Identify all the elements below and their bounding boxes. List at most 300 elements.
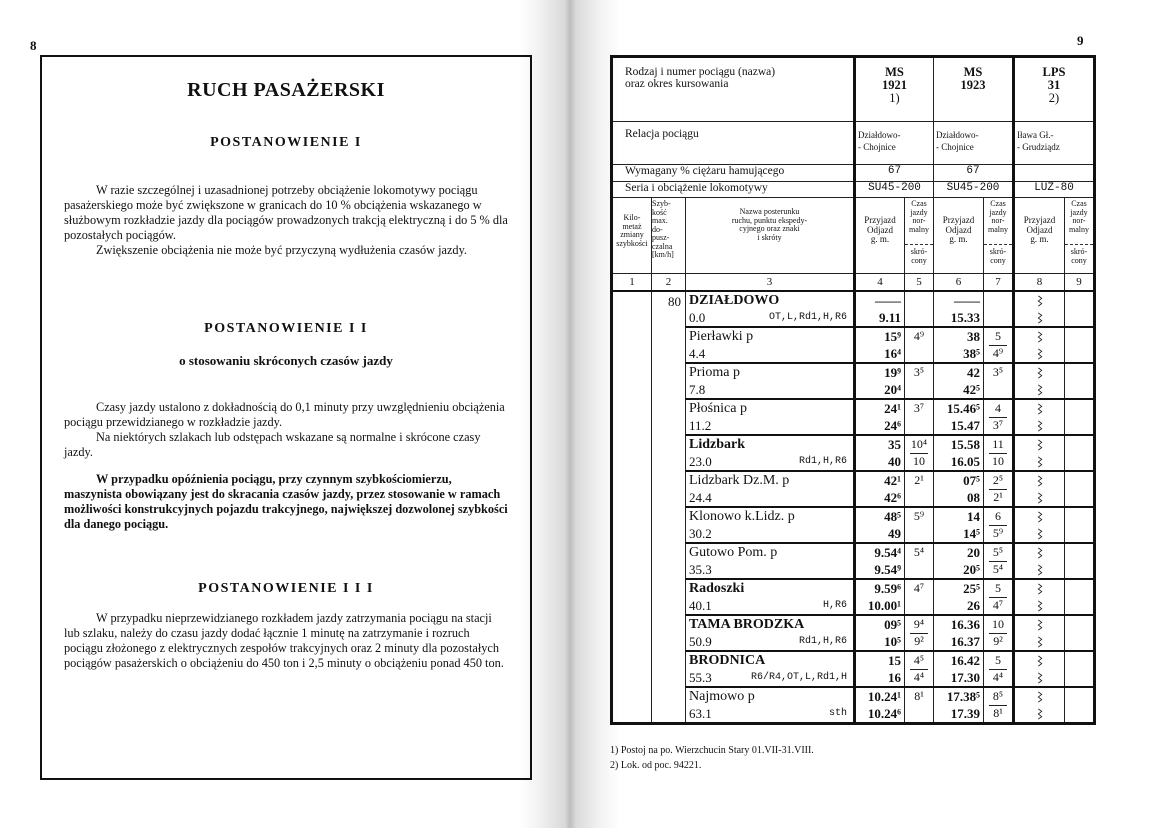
- train-3-relation: Iława Gł.- - Grudziądz: [1014, 122, 1095, 165]
- runtime-pair: [905, 616, 933, 650]
- arrival-time: 14: [967, 508, 980, 524]
- arrival-time: 48⁵: [884, 508, 901, 524]
- speed-value: 80: [668, 293, 681, 309]
- train-2-time-cell: [934, 363, 984, 399]
- zigzag-icon: [1015, 688, 1064, 703]
- station-km: 11.2: [689, 417, 712, 433]
- departure-time: 49: [888, 525, 901, 541]
- station-name: Gutowo Pom. p: [689, 544, 778, 560]
- runtime-short: [908, 345, 930, 362]
- runtime-normal: 10: [989, 616, 1007, 634]
- station-codes: OT,L,Rd1,H,R6: [768, 311, 847, 323]
- station-cell: [686, 399, 855, 435]
- station-cell: [686, 651, 855, 687]
- runtime-short: 4⁹: [992, 345, 1004, 360]
- station-cell-inner: [686, 580, 853, 614]
- zigzag-icon: [1015, 544, 1064, 559]
- runtime-pair: [905, 544, 933, 578]
- runtime-normal: 4⁹: [913, 328, 925, 343]
- station-cell: [686, 291, 855, 327]
- train-3-time-cell: [1014, 687, 1065, 724]
- paragraph: Czasy jazdy ustalono z dokładnością do 0,1 minuty przy uwzględnieniu obciążenia pociągu przewidzianego w rozkładzie jazdy.: [64, 400, 505, 429]
- train-number: 1923: [960, 78, 986, 92]
- station-km-line: [689, 705, 850, 722]
- station-name: DZIAŁDOWO: [689, 292, 780, 308]
- train-3-runtime-cell: [1065, 507, 1095, 543]
- runtime-normal: 2⁵: [989, 472, 1007, 490]
- train-2-runtime-cell: [984, 507, 1014, 543]
- arrival-time: 16.42: [950, 652, 980, 668]
- departure-time: 16.37: [950, 633, 980, 649]
- runtime-short: 10: [913, 453, 925, 468]
- runtime-short: [987, 381, 1009, 398]
- runtime-short: 5⁴: [992, 561, 1004, 576]
- train-1-header: [855, 57, 934, 122]
- train-label: Rodzaj i numer pociągu (nazwa) oraz okres kursowania: [612, 57, 855, 122]
- time-pair: [934, 364, 983, 398]
- station-cell-inner: [686, 328, 853, 362]
- train-2-time-cell: [934, 579, 984, 615]
- zigzag-icon: [1015, 652, 1064, 667]
- train-3-time-cell: [1014, 363, 1065, 399]
- time-pair: [856, 292, 904, 326]
- runtime-normal: 5: [989, 328, 1007, 346]
- zigzag-icon: [1015, 415, 1064, 432]
- runtime-pair: [984, 436, 1012, 470]
- train-1-runtime-cell: [905, 507, 934, 543]
- column-number: 3: [686, 274, 855, 291]
- station-km: 40.1: [689, 597, 712, 613]
- train-1-runtime-cell: [905, 579, 934, 615]
- departure-time: 26: [967, 597, 980, 613]
- left-page-frame: [40, 55, 532, 780]
- col-head-run-short: skró- cony: [1070, 247, 1088, 265]
- time-pair: [856, 436, 904, 470]
- runtime-pair: [984, 688, 1012, 722]
- zigzag-icon: [1015, 436, 1064, 451]
- column-number: 8: [1014, 274, 1065, 291]
- departure-time: 20⁵: [963, 561, 980, 577]
- station-cell-inner: [686, 292, 853, 326]
- runtime-short: 4⁷: [992, 597, 1004, 612]
- time-pair: [856, 400, 904, 434]
- train-3-time-cell: [1014, 615, 1065, 651]
- time-pair: [934, 328, 983, 362]
- arrival-time: 9.54⁴: [874, 544, 901, 560]
- zigzag-icon: [1015, 379, 1064, 396]
- station-codes: Rd1,H,R6: [798, 635, 847, 647]
- brake-label: Wymagany % ciężaru hamującego: [612, 165, 855, 182]
- zigzag-icon: [1015, 343, 1064, 360]
- time-pair: [934, 472, 983, 506]
- runtime-short: 9²: [993, 633, 1003, 648]
- section-1-text: [64, 183, 508, 258]
- train-1-time-cell: [855, 435, 905, 471]
- station-name: Prioma p: [689, 364, 740, 380]
- train-2-brake: 67: [934, 165, 1014, 182]
- runtime-normal: 5⁴: [913, 544, 925, 559]
- runtime-short: 10: [992, 453, 1004, 468]
- section-2-heading: POSTANOWIENIE I I: [204, 321, 368, 336]
- train-1-runtime-cell: [905, 399, 934, 435]
- runtime-normal: [987, 292, 1009, 309]
- station-km: 0.0: [689, 309, 706, 325]
- zigzag-icon: [1015, 307, 1064, 324]
- arrival-time: 19⁹: [884, 364, 901, 380]
- station-name: Klonowo k.Lidz. p: [689, 508, 795, 524]
- arrival-time: 15.46⁵: [946, 400, 980, 416]
- runtime-pair: [984, 544, 1012, 578]
- train-2-time-cell: [934, 651, 984, 687]
- arrival-time: ——: [954, 292, 980, 308]
- time-pair: [934, 436, 983, 470]
- time-pair: [856, 688, 904, 722]
- station-cell: [686, 471, 855, 507]
- train-kind: LPS: [1042, 65, 1066, 79]
- runtime-pair: [905, 508, 933, 542]
- train-3-runtime-cell: [1065, 399, 1095, 435]
- footnote-2: 2) Lok. od poc. 94221.: [610, 760, 702, 771]
- col-head-time: Przyjazd Odjazd g. m.: [1014, 198, 1065, 274]
- paragraph: Na niektórych szlakach lub odstępach wskazane są normalne i skrócone czasy jazdy.: [64, 430, 481, 459]
- runtime-short: [908, 561, 930, 578]
- train-3-time-cell: [1014, 579, 1065, 615]
- station-codes: H,R6: [822, 599, 847, 611]
- train-3-runtime-cell: [1065, 291, 1095, 327]
- arrival-time: 17.38⁵: [946, 688, 980, 704]
- train-3-brake: [1014, 165, 1095, 182]
- column-number: 9: [1065, 274, 1095, 291]
- zigzag-icon: [1015, 400, 1064, 415]
- train-3-time-cell: [1014, 507, 1065, 543]
- runtime-short: [908, 381, 930, 398]
- runtime-normal: 9⁴: [910, 616, 928, 634]
- train-3-runtime-cell: [1065, 687, 1095, 724]
- time-pair: [856, 652, 904, 686]
- train-2-time-cell: [934, 615, 984, 651]
- train-3-time-cell: [1014, 651, 1065, 687]
- runtime-normal: [908, 292, 930, 309]
- time-pair: [856, 616, 904, 650]
- zigzag-icon: [1015, 616, 1064, 631]
- train-1-runtime-cell: [905, 615, 934, 651]
- train-kind: MS: [963, 65, 983, 79]
- train-2-time-cell: [934, 471, 984, 507]
- train-1-time-cell: [855, 363, 905, 399]
- col-head-run-short: skró- cony: [910, 247, 928, 265]
- runtime-pair: [905, 364, 933, 398]
- station-name: Lidzbark: [689, 436, 746, 452]
- zigzag-icon: [1015, 631, 1064, 648]
- station-name: BRODNICA: [689, 652, 766, 668]
- zigzag-icon: [1015, 292, 1064, 307]
- timetable: [610, 55, 1096, 725]
- runtime-short: 8¹: [993, 705, 1003, 720]
- train-3-runtime-cell: [1065, 471, 1095, 507]
- section-3-heading: POSTANOWIENIE I I I: [198, 581, 374, 596]
- station-km-line: [689, 489, 850, 506]
- runtime-short: [908, 525, 930, 542]
- time-pair: [856, 328, 904, 362]
- column-header-row: [612, 198, 1095, 274]
- arrival-time: 20: [967, 544, 980, 560]
- train-3-time-cell: [1014, 291, 1065, 327]
- station-cell-inner: [686, 364, 853, 398]
- departure-time: 16: [888, 669, 901, 685]
- train-3-runtime-cell: [1065, 435, 1095, 471]
- train-2-runtime-cell: [984, 399, 1014, 435]
- train-1-relation: Działdowo- - Chojnice: [855, 122, 934, 165]
- runtime-normal: 4⁷: [913, 580, 925, 595]
- paragraph: W razie szczególnej i uzasadnionej potrzeby obciążenie lokomotywy pociągu pasażerskiego może być zwiększone w granicach do 10 % obciążenia wskazanego w służbowym rozkładzie jazdy dla pociągów prowadzonych trakcją elektryczną i do 5 % dla pozostałych pociągów.: [64, 183, 508, 242]
- time-pair: [934, 688, 983, 722]
- time-pair: [934, 652, 983, 686]
- arrival-time: 15⁹: [884, 328, 901, 344]
- train-1-brake: 67: [855, 165, 934, 182]
- runtime-normal: 4: [989, 400, 1007, 418]
- train-3-runtime-cell: [1065, 327, 1095, 363]
- col-head-run-short: skró- cony: [989, 247, 1007, 265]
- train-1-time-cell: [855, 687, 905, 724]
- station-codes: Rd1,H,R6: [798, 455, 847, 467]
- runtime-short: 4⁴: [913, 669, 925, 684]
- runtime-normal: 6: [989, 508, 1007, 526]
- station-name: Pierławki p: [689, 328, 754, 344]
- train-3-time-cell: [1014, 471, 1065, 507]
- arrival-time: ——: [875, 292, 901, 308]
- runtime-pair: [905, 436, 933, 470]
- page-number-right: 9: [1077, 33, 1084, 48]
- departure-time: 9.11: [878, 309, 901, 325]
- station-name: Płośnica p: [689, 400, 747, 416]
- station-cell: [686, 363, 855, 399]
- station-cell: [686, 687, 855, 724]
- col-head-time: Przyjazd Odjazd g. m.: [855, 198, 905, 274]
- runtime-short: [908, 309, 930, 326]
- arrival-time: 35: [888, 436, 901, 452]
- departure-time: 17.30: [950, 669, 980, 685]
- arrival-time: 15: [888, 652, 901, 668]
- departure-time: 9.54⁹: [874, 561, 901, 577]
- time-pair: [934, 508, 983, 542]
- station-cell-inner: [686, 400, 853, 434]
- station-km-line: [689, 453, 850, 470]
- departure-time: 14⁵: [963, 525, 980, 541]
- arrival-time: 42¹: [884, 472, 901, 488]
- train-3-time-cell: [1014, 435, 1065, 471]
- station-km-line: [689, 345, 850, 362]
- arrival-time: 24¹: [884, 400, 901, 416]
- column-number: 1: [612, 274, 652, 291]
- train-2-runtime-cell: [984, 291, 1014, 327]
- speed-column: [652, 291, 686, 724]
- column-number-row: [612, 274, 1095, 291]
- station-cell-inner: [686, 436, 853, 470]
- runtime-normal: 5⁹: [913, 508, 925, 523]
- train-1-loco: SU45-200: [855, 182, 934, 198]
- time-pair: [934, 616, 983, 650]
- relation-row: [612, 122, 1095, 165]
- train-2-runtime-cell: [984, 327, 1014, 363]
- column-number: 4: [855, 274, 905, 291]
- relation-label: Relacja pociągu: [612, 122, 855, 165]
- runtime-pair: [984, 580, 1012, 614]
- runtime-normal: 3⁵: [913, 364, 925, 379]
- zigzag-icon: [1015, 328, 1064, 343]
- station-km: 50.9: [689, 633, 712, 649]
- station-name: TAMA BRODZKA: [689, 616, 805, 632]
- runtime-short: 9²: [914, 633, 924, 648]
- train-2-time-cell: [934, 435, 984, 471]
- train-2-time-cell: [934, 327, 984, 363]
- runtime-pair: [905, 688, 933, 722]
- train-2-runtime-cell: [984, 363, 1014, 399]
- station-km: 24.4: [689, 489, 712, 505]
- station-km-line: [689, 597, 850, 614]
- runtime-normal: 4⁵: [910, 652, 928, 670]
- page-number-left: 8: [30, 38, 37, 53]
- train-3-runtime-cell: [1065, 651, 1095, 687]
- train-2-time-cell: [934, 543, 984, 579]
- station-km: 7.8: [689, 381, 706, 397]
- time-pair: [934, 544, 983, 578]
- station-cell-inner: [686, 616, 853, 650]
- train-1-runtime-cell: [905, 435, 934, 471]
- arrival-time: 25⁵: [963, 580, 980, 596]
- time-pair: [856, 472, 904, 506]
- page-title: RUCH PASAŻERSKI: [187, 79, 385, 101]
- page-gutter-shadow: [520, 0, 620, 828]
- time-pair: [856, 364, 904, 398]
- train-2-time-cell: [934, 687, 984, 724]
- train-3-runtime-cell: [1065, 543, 1095, 579]
- departure-time: 20⁴: [884, 381, 901, 397]
- section-2-text: [64, 400, 508, 532]
- train-1-time-cell: [855, 471, 905, 507]
- col-head-km: Kilo- metaż zmiany szybkości: [612, 198, 652, 274]
- station-cell: [686, 615, 855, 651]
- zigzag-icon: [1015, 580, 1064, 595]
- runtime-normal: 3⁷: [913, 400, 925, 415]
- train-number: 31: [1047, 78, 1061, 92]
- station-cell-inner: [686, 688, 853, 722]
- train-3-runtime-cell: [1065, 615, 1095, 651]
- station-codes: R6/R4,OT,L,Rd1,H: [750, 671, 847, 683]
- zigzag-icon: [1015, 667, 1064, 684]
- runtime-pair: [905, 328, 933, 362]
- departure-time: 42⁶: [884, 489, 901, 505]
- time-pair: [934, 292, 983, 326]
- departure-time: 15.33: [950, 309, 980, 325]
- departure-time: 10.00¹: [867, 597, 901, 613]
- time-pair: [856, 544, 904, 578]
- runtime-normal: 5⁵: [989, 544, 1007, 562]
- runtime-pair: [984, 292, 1012, 326]
- runtime-short: [987, 309, 1009, 326]
- zigzag-icon: [1015, 703, 1064, 720]
- train-2-runtime-cell: [984, 579, 1014, 615]
- zigzag-icon: [1015, 559, 1064, 576]
- runtime-normal: 8⁵: [989, 688, 1007, 706]
- loco-label: Seria i obciążenie lokomotywy: [612, 182, 855, 198]
- runtime-pair: [905, 292, 933, 326]
- station-km: 35.3: [689, 561, 712, 577]
- runtime-normal: 10⁴: [910, 436, 928, 454]
- departure-time: 42⁵: [963, 381, 980, 397]
- zigzag-icon: [1015, 364, 1064, 379]
- paragraph: W przypadku nieprzewidzianego rozkładem jazdy zatrzymania pociągu na stacji lub szlaku, należy do czasu jazdy dodać łącznie 1 minutę na zatrzymanie i rozruch pociągu złożonego z elektrycznych zespołów trakcyjnych oraz 2 minuty dla pozostałych pociągów pasażerskich o obciążeniu do 450 ton i 2,5 minuty o obciążeniu ponad 450 ton.: [64, 611, 504, 670]
- runtime-normal: 8¹: [914, 688, 924, 703]
- departure-time: 38⁵: [963, 345, 980, 361]
- zigzag-icon: [1015, 595, 1064, 612]
- bold-paragraph: W przypadku opóźnienia pociągu, przy czynnym szybkościomierzu, maszynista obowiązany jest do skracania czasów jazdy, przez stosowanie w ramach możliwości konstrukcyjnych pojazdu trakcyjnego, największej dozwolonej szybkości dla danego pociągu.: [64, 472, 508, 531]
- station-name: Najmowo p: [689, 688, 755, 704]
- arrival-time: 38: [967, 328, 980, 344]
- runtime-normal: 5: [989, 580, 1007, 598]
- section-1-heading: POSTANOWIENIE I: [210, 135, 362, 150]
- section-3-text: [64, 611, 508, 671]
- station-km: 4.4: [689, 345, 706, 361]
- train-1-runtime-cell: [905, 651, 934, 687]
- station-name: Radoszki: [689, 580, 745, 596]
- arrival-time: 9.59⁶: [874, 580, 901, 596]
- station-cell: [686, 543, 855, 579]
- train-1-time-cell: [855, 327, 905, 363]
- train-1-time-cell: [855, 651, 905, 687]
- train-2-time-cell: [934, 291, 984, 327]
- station-cell-inner: [686, 544, 853, 578]
- train-3-header: [1014, 57, 1095, 122]
- column-number: 7: [984, 274, 1014, 291]
- col-head-run-normal: Czas jazdy nor- malny: [1065, 198, 1093, 245]
- station-km-line: [689, 525, 850, 542]
- runtime-short: 4⁴: [992, 669, 1004, 684]
- train-3-time-cell: [1014, 327, 1065, 363]
- runtime-pair: [905, 652, 933, 686]
- station-km: 23.0: [689, 453, 712, 469]
- arrival-time: 09⁵: [884, 616, 901, 632]
- runtime-short: [908, 705, 930, 722]
- arrival-time: 15.58: [950, 436, 980, 452]
- col-head-speed: Szyb- kość max. do- pusz- czalna [km/h]: [652, 198, 686, 274]
- time-pair: [934, 580, 983, 614]
- zigzag-icon: [1015, 508, 1064, 523]
- train-1-time-cell: [855, 399, 905, 435]
- train-3-runtime-cell: [1065, 579, 1095, 615]
- time-pair: [856, 580, 904, 614]
- train-1-time-cell: [855, 615, 905, 651]
- departure-time: 24⁶: [884, 417, 901, 433]
- station-km: 30.2: [689, 525, 712, 541]
- train-header-row: [612, 57, 1095, 122]
- train-2-runtime-cell: [984, 471, 1014, 507]
- station-km: 63.1: [689, 705, 712, 721]
- train-3-time-cell: [1014, 399, 1065, 435]
- col-head-runtime: [984, 198, 1014, 274]
- station-km-line: [689, 633, 850, 650]
- departure-time: 16.05: [950, 453, 980, 469]
- loco-row: [612, 182, 1095, 198]
- train-2-runtime-cell: [984, 651, 1014, 687]
- section-2-subheading: o stosowaniu skróconych czasów jazdy: [179, 353, 393, 368]
- train-note: 2): [1048, 91, 1060, 105]
- train-2-runtime-cell: [984, 687, 1014, 724]
- time-pair: [856, 508, 904, 542]
- train-1-runtime-cell: [905, 363, 934, 399]
- runtime-short: 3⁷: [992, 417, 1004, 432]
- brake-row: [612, 165, 1095, 182]
- train-1-time-cell: [855, 579, 905, 615]
